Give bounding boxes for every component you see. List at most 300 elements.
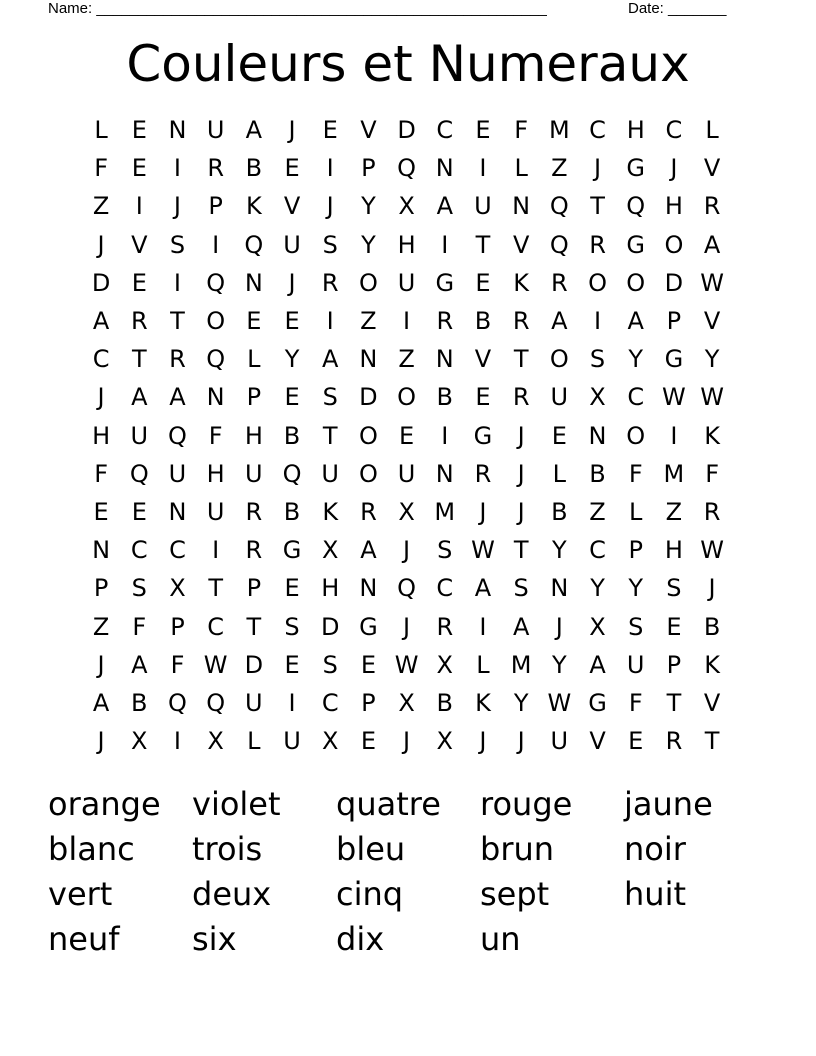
- grid-letter[interactable]: R: [703, 497, 721, 526]
- grid-letter[interactable]: U: [283, 230, 301, 259]
- grid-letter[interactable]: H: [397, 230, 416, 259]
- grid-letter[interactable]: E: [284, 650, 300, 679]
- grid-letter[interactable]: V: [283, 192, 301, 221]
- grid-letter[interactable]: S: [437, 536, 453, 565]
- grid-letter[interactable]: I: [212, 536, 220, 565]
- grid-letter[interactable]: X: [207, 727, 224, 756]
- grid-letter[interactable]: D: [320, 612, 340, 641]
- grid-letter[interactable]: Q: [129, 459, 149, 488]
- grid-letter[interactable]: E: [284, 307, 300, 336]
- grid-letter[interactable]: U: [245, 459, 263, 488]
- grid-letter[interactable]: C: [665, 116, 683, 145]
- word-list-item: dix: [336, 920, 385, 958]
- grid-letter[interactable]: I: [173, 154, 181, 183]
- grid-letter[interactable]: U: [321, 459, 339, 488]
- grid-letter[interactable]: Q: [206, 268, 226, 297]
- word-list-item: brun: [480, 830, 555, 868]
- grid-letter[interactable]: N: [206, 383, 225, 412]
- grid-letter[interactable]: E: [131, 116, 147, 145]
- grid-letter[interactable]: J: [288, 116, 296, 145]
- grid-letter[interactable]: D: [397, 116, 416, 145]
- grid-letter[interactable]: H: [206, 459, 225, 488]
- grid-letter[interactable]: I: [326, 307, 334, 336]
- grid-letter[interactable]: X: [436, 727, 453, 756]
- grid-letter[interactable]: X: [589, 612, 606, 641]
- grid-letter[interactable]: I: [403, 307, 411, 336]
- grid-letter[interactable]: Z: [665, 497, 683, 526]
- grid-letter[interactable]: G: [626, 154, 646, 183]
- grid-letter[interactable]: J: [670, 154, 678, 183]
- grid-letter[interactable]: Y: [361, 230, 376, 259]
- grid-letter[interactable]: I: [173, 727, 181, 756]
- grid-letter[interactable]: J: [403, 536, 411, 565]
- grid-letter[interactable]: J: [517, 497, 525, 526]
- grid-letter[interactable]: T: [513, 345, 529, 374]
- grid-letter[interactable]: R: [703, 192, 721, 221]
- word-list-item: sept: [480, 875, 550, 913]
- grid-letter[interactable]: Y: [513, 688, 529, 717]
- grid-letter[interactable]: S: [322, 650, 338, 679]
- grid-letter[interactable]: R: [207, 154, 224, 183]
- grid-letter[interactable]: L: [514, 154, 528, 183]
- grid-letter[interactable]: R: [130, 307, 148, 336]
- grid-letter[interactable]: H: [321, 574, 340, 603]
- grid-letter[interactable]: Y: [704, 345, 720, 374]
- grid-letter[interactable]: X: [589, 383, 606, 412]
- grid-letter[interactable]: J: [403, 612, 411, 641]
- grid-letter[interactable]: G: [588, 688, 607, 717]
- grid-letter[interactable]: J: [708, 574, 716, 603]
- grid-letter[interactable]: R: [169, 345, 186, 374]
- grid-letter[interactable]: P: [361, 688, 376, 717]
- grid-letter[interactable]: I: [593, 307, 602, 336]
- grid-letter[interactable]: F: [514, 116, 529, 145]
- grid-letter[interactable]: O: [549, 345, 569, 374]
- grid-letter[interactable]: R: [436, 612, 454, 641]
- word-list: [48, 782, 768, 962]
- grid-letter[interactable]: J: [517, 459, 525, 488]
- grid-letter[interactable]: X: [131, 727, 148, 756]
- grid-letter[interactable]: S: [589, 345, 606, 374]
- grid-letter[interactable]: O: [664, 230, 684, 259]
- grid-letter[interactable]: A: [245, 116, 263, 145]
- grid-letter[interactable]: O: [358, 268, 378, 297]
- grid-letter[interactable]: X: [321, 536, 339, 565]
- grid-letter[interactable]: H: [664, 192, 683, 221]
- grid-letter[interactable]: A: [92, 307, 110, 336]
- grid-letter[interactable]: U: [206, 497, 225, 526]
- grid-letter[interactable]: N: [512, 192, 531, 221]
- grid-letter[interactable]: E: [475, 268, 491, 297]
- grid-letter[interactable]: W: [394, 650, 419, 679]
- grid-letter[interactable]: X: [169, 574, 186, 603]
- grid-letter[interactable]: B: [703, 612, 721, 641]
- grid-letter[interactable]: S: [169, 230, 186, 259]
- grid-letter[interactable]: J: [288, 268, 296, 297]
- grid-letter[interactable]: T: [513, 536, 529, 565]
- grid-letter[interactable]: E: [666, 612, 682, 641]
- grid-letter[interactable]: M: [548, 116, 570, 145]
- grid-letter[interactable]: J: [517, 727, 525, 756]
- grid-letter[interactable]: L: [552, 459, 567, 488]
- grid-letter[interactable]: T: [590, 192, 605, 221]
- grid-letter[interactable]: Y: [552, 536, 567, 565]
- grid-letter[interactable]: E: [284, 154, 300, 183]
- grid-letter[interactable]: P: [246, 574, 262, 603]
- grid-letter[interactable]: Y: [552, 650, 567, 679]
- grid-letter[interactable]: C: [436, 116, 454, 145]
- grid-letter[interactable]: Y: [284, 345, 300, 374]
- grid-letter[interactable]: I: [135, 192, 143, 221]
- grid-letter[interactable]: B: [283, 497, 301, 526]
- grid-letter[interactable]: T: [246, 612, 262, 641]
- grid-letter[interactable]: K: [322, 497, 339, 526]
- grid-letter[interactable]: A: [551, 307, 568, 336]
- grid-letter[interactable]: U: [474, 192, 492, 221]
- grid-letter[interactable]: B: [131, 688, 148, 717]
- grid-letter[interactable]: C: [130, 536, 148, 565]
- grid-letter[interactable]: F: [705, 459, 719, 488]
- grid-letter[interactable]: Q: [244, 230, 264, 259]
- letter-grid: [82, 111, 731, 760]
- grid-letter[interactable]: A: [589, 650, 606, 679]
- word-list-item: six: [192, 920, 237, 958]
- grid-letter[interactable]: J: [97, 727, 105, 756]
- grid-letter[interactable]: K: [704, 650, 720, 679]
- grid-letter[interactable]: I: [479, 612, 487, 641]
- grid-letter[interactable]: N: [244, 268, 263, 297]
- grid-letter[interactable]: K: [704, 421, 720, 450]
- grid-letter[interactable]: V: [703, 154, 721, 183]
- grid-letter[interactable]: P: [246, 383, 262, 412]
- grid-letter[interactable]: X: [398, 497, 415, 526]
- grid-letter[interactable]: U: [206, 116, 225, 145]
- grid-letter[interactable]: H: [626, 116, 645, 145]
- grid-letter[interactable]: S: [284, 612, 300, 641]
- grid-letter[interactable]: O: [358, 459, 378, 488]
- grid-letter[interactable]: G: [473, 421, 493, 450]
- grid-letter[interactable]: E: [475, 383, 491, 412]
- grid-letter[interactable]: E: [246, 307, 262, 336]
- grid-letter[interactable]: S: [666, 574, 682, 603]
- grid-letter[interactable]: T: [704, 727, 720, 756]
- grid-letter[interactable]: H: [244, 421, 263, 450]
- grid-letter[interactable]: S: [322, 230, 338, 259]
- grid-letter[interactable]: U: [168, 459, 187, 488]
- grid-letter[interactable]: Q: [168, 421, 187, 450]
- grid-letter[interactable]: S: [513, 574, 529, 603]
- grid-letter[interactable]: B: [245, 154, 263, 183]
- grid-letter[interactable]: E: [399, 421, 415, 450]
- grid-letter[interactable]: A: [360, 536, 377, 565]
- word-list-item: quatre: [336, 785, 441, 823]
- grid-letter[interactable]: S: [322, 383, 338, 412]
- grid-letter[interactable]: E: [360, 650, 376, 679]
- grid-letter[interactable]: L: [705, 116, 719, 145]
- grid-letter[interactable]: U: [283, 727, 301, 756]
- grid-letter[interactable]: O: [626, 268, 646, 297]
- grid-letter[interactable]: A: [436, 192, 453, 221]
- grid-letter[interactable]: A: [322, 345, 339, 374]
- grid-letter[interactable]: Z: [589, 497, 606, 526]
- grid-letter[interactable]: N: [435, 154, 454, 183]
- grid-letter[interactable]: V: [703, 307, 721, 336]
- grid-letter[interactable]: U: [550, 727, 569, 756]
- grid-letter[interactable]: C: [321, 688, 339, 717]
- grid-letter[interactable]: Q: [626, 192, 646, 221]
- grid-letter[interactable]: N: [359, 345, 378, 374]
- grid-letter[interactable]: W: [700, 383, 724, 412]
- grid-letter[interactable]: E: [475, 116, 491, 145]
- grid-letter[interactable]: J: [517, 421, 525, 450]
- grid-letter[interactable]: D: [91, 268, 111, 297]
- grid-letter[interactable]: C: [589, 116, 606, 145]
- grid-letter[interactable]: E: [93, 497, 109, 526]
- grid-letter[interactable]: D: [359, 383, 378, 412]
- grid-letter[interactable]: A: [474, 574, 492, 603]
- grid-letter[interactable]: U: [130, 421, 149, 450]
- grid-letter[interactable]: W: [547, 688, 572, 717]
- grid-letter[interactable]: O: [626, 421, 646, 450]
- grid-letter[interactable]: N: [359, 574, 378, 603]
- grid-letter[interactable]: E: [131, 154, 147, 183]
- grid-letter[interactable]: U: [626, 650, 645, 679]
- grid-letter[interactable]: T: [322, 421, 338, 450]
- grid-letter[interactable]: I: [441, 230, 449, 259]
- grid-letter[interactable]: B: [436, 383, 454, 412]
- grid-letter[interactable]: L: [247, 727, 261, 756]
- grid-letter[interactable]: M: [510, 650, 532, 679]
- grid-letter[interactable]: B: [551, 497, 568, 526]
- grid-letter[interactable]: B: [589, 459, 606, 488]
- grid-letter[interactable]: C: [589, 536, 606, 565]
- grid-letter[interactable]: G: [435, 268, 455, 297]
- grid-letter[interactable]: Q: [549, 192, 569, 221]
- grid-letter[interactable]: N: [550, 574, 569, 603]
- grid-letter[interactable]: Y: [361, 192, 376, 221]
- grid-letter[interactable]: V: [474, 345, 492, 374]
- grid-letter[interactable]: T: [475, 230, 491, 259]
- grid-letter[interactable]: I: [479, 154, 487, 183]
- grid-letter[interactable]: O: [588, 268, 607, 297]
- grid-letter[interactable]: V: [703, 688, 721, 717]
- word-list-item: noir: [624, 830, 686, 868]
- grid-letter[interactable]: R: [551, 268, 568, 297]
- grid-letter[interactable]: R: [665, 727, 683, 756]
- grid-letter[interactable]: E: [360, 727, 376, 756]
- grid-letter[interactable]: U: [550, 383, 569, 412]
- grid-letter[interactable]: Z: [92, 612, 110, 641]
- grid-letter[interactable]: P: [666, 650, 682, 679]
- grid-letter[interactable]: P: [93, 574, 109, 603]
- grid-letter[interactable]: U: [397, 459, 416, 488]
- grid-letter[interactable]: M: [663, 459, 685, 488]
- grid-letter[interactable]: T: [170, 307, 185, 336]
- grid-letter[interactable]: J: [326, 192, 334, 221]
- grid-letter[interactable]: J: [479, 497, 487, 526]
- grid-letter[interactable]: V: [360, 116, 377, 145]
- grid-letter[interactable]: P: [628, 536, 643, 565]
- grid-letter[interactable]: F: [170, 650, 185, 679]
- grid-letter[interactable]: D: [244, 650, 264, 679]
- grid-letter[interactable]: S: [628, 612, 644, 641]
- grid-letter[interactable]: J: [593, 154, 602, 183]
- grid-letter[interactable]: E: [131, 497, 147, 526]
- grid-letter[interactable]: I: [212, 230, 220, 259]
- grid-letter[interactable]: R: [512, 383, 530, 412]
- grid-letter[interactable]: Z: [92, 192, 110, 221]
- grid-letter[interactable]: W: [203, 650, 228, 679]
- grid-letter[interactable]: Y: [628, 345, 644, 374]
- grid-letter[interactable]: K: [513, 268, 530, 297]
- grid-letter[interactable]: J: [97, 383, 105, 412]
- grid-letter[interactable]: Z: [551, 154, 568, 183]
- grid-letter[interactable]: F: [628, 688, 643, 717]
- grid-letter[interactable]: J: [97, 650, 105, 679]
- grid-letter[interactable]: Q: [397, 154, 417, 183]
- grid-letter[interactable]: I: [441, 421, 449, 450]
- grid-letter[interactable]: O: [397, 383, 417, 412]
- grid-letter[interactable]: F: [208, 421, 223, 450]
- grid-letter[interactable]: R: [321, 268, 339, 297]
- grid-letter[interactable]: Y: [590, 574, 605, 603]
- grid-letter[interactable]: Z: [360, 307, 377, 336]
- grid-letter[interactable]: U: [245, 688, 263, 717]
- grid-letter[interactable]: B: [436, 688, 454, 717]
- grid-letter[interactable]: H: [664, 536, 683, 565]
- grid-letter[interactable]: Q: [206, 345, 226, 374]
- grid-letter[interactable]: K: [475, 688, 491, 717]
- grid-letter[interactable]: V: [131, 230, 148, 259]
- grid-letter[interactable]: R: [512, 307, 530, 336]
- grid-letter[interactable]: N: [588, 421, 607, 450]
- grid-letter[interactable]: R: [474, 459, 492, 488]
- grid-letter[interactable]: X: [436, 650, 453, 679]
- header: [48, 0, 748, 18]
- grid-letter[interactable]: Q: [168, 688, 187, 717]
- grid-letter[interactable]: I: [173, 268, 181, 297]
- grid-letter[interactable]: C: [169, 536, 186, 565]
- grid-letter[interactable]: X: [398, 192, 415, 221]
- grid-letter[interactable]: C: [627, 383, 645, 412]
- grid-letter[interactable]: R: [589, 230, 606, 259]
- grid-letter[interactable]: J: [97, 230, 105, 259]
- grid-letter[interactable]: F: [628, 459, 643, 488]
- grid-letter[interactable]: Q: [549, 230, 569, 259]
- grid-letter[interactable]: N: [168, 116, 187, 145]
- grid-letter[interactable]: N: [435, 345, 454, 374]
- grid-letter[interactable]: E: [284, 383, 300, 412]
- grid-letter[interactable]: W: [700, 536, 724, 565]
- grid-letter[interactable]: D: [664, 268, 684, 297]
- grid-letter[interactable]: E: [551, 421, 567, 450]
- grid-letter[interactable]: B: [283, 421, 301, 450]
- grid-letter[interactable]: F: [94, 459, 108, 488]
- grid-letter[interactable]: W: [662, 383, 686, 412]
- grid-letter[interactable]: R: [360, 497, 377, 526]
- grid-letter[interactable]: I: [326, 154, 334, 183]
- grid-letter[interactable]: M: [434, 497, 456, 526]
- grid-letter[interactable]: Q: [397, 574, 417, 603]
- grid-letter[interactable]: G: [359, 612, 378, 641]
- grid-letter[interactable]: F: [132, 612, 147, 641]
- grid-letter[interactable]: V: [589, 727, 606, 756]
- grid-letter[interactable]: P: [666, 307, 682, 336]
- grid-letter[interactable]: E: [131, 268, 147, 297]
- grid-letter[interactable]: Y: [628, 574, 644, 603]
- grid-letter[interactable]: R: [245, 536, 263, 565]
- grid-letter[interactable]: J: [479, 727, 487, 756]
- grid-letter[interactable]: E: [628, 727, 644, 756]
- grid-letter[interactable]: A: [703, 230, 721, 259]
- grid-letter[interactable]: E: [322, 116, 338, 145]
- grid-letter[interactable]: C: [92, 345, 110, 374]
- grid-letter[interactable]: W: [471, 536, 495, 565]
- grid-letter[interactable]: X: [398, 688, 415, 717]
- grid-letter[interactable]: V: [512, 230, 530, 259]
- grid-letter[interactable]: J: [555, 612, 563, 641]
- grid-letter[interactable]: P: [361, 154, 376, 183]
- word-list-item: orange: [48, 785, 161, 823]
- grid-letter[interactable]: C: [207, 612, 225, 641]
- grid-letter[interactable]: E: [284, 574, 300, 603]
- grid-letter[interactable]: O: [206, 307, 226, 336]
- grid-letter[interactable]: X: [321, 727, 339, 756]
- grid-letter[interactable]: N: [92, 536, 111, 565]
- grid-letter[interactable]: J: [403, 727, 411, 756]
- grid-letter[interactable]: G: [282, 536, 302, 565]
- grid-letter[interactable]: Q: [206, 688, 226, 717]
- grid-letter[interactable]: W: [700, 268, 724, 297]
- grid-letter[interactable]: A: [131, 383, 148, 412]
- grid-letter[interactable]: Q: [282, 459, 302, 488]
- grid-letter[interactable]: A: [131, 650, 148, 679]
- grid-letter[interactable]: J: [173, 192, 181, 221]
- grid-letter[interactable]: T: [208, 574, 223, 603]
- name-field-label: Name: ______________________________________________________: [48, 0, 547, 17]
- grid-letter[interactable]: P: [170, 612, 185, 641]
- grid-letter[interactable]: I: [670, 421, 678, 450]
- grid-letter[interactable]: T: [666, 688, 682, 717]
- grid-letter[interactable]: F: [94, 154, 108, 183]
- grid-letter[interactable]: N: [435, 459, 454, 488]
- grid-letter[interactable]: L: [247, 345, 261, 374]
- grid-letter[interactable]: A: [512, 612, 530, 641]
- grid-letter[interactable]: G: [664, 345, 684, 374]
- grid-letter[interactable]: S: [131, 574, 147, 603]
- grid-letter[interactable]: L: [94, 116, 108, 145]
- grid-letter[interactable]: U: [397, 268, 416, 297]
- grid-letter[interactable]: O: [358, 421, 378, 450]
- grid-letter[interactable]: B: [474, 307, 492, 336]
- grid-letter[interactable]: G: [626, 230, 646, 259]
- grid-letter[interactable]: A: [92, 688, 110, 717]
- grid-letter[interactable]: R: [245, 497, 263, 526]
- grid-letter[interactable]: N: [168, 497, 187, 526]
- grid-letter[interactable]: C: [436, 574, 454, 603]
- grid-letter[interactable]: H: [92, 421, 111, 450]
- grid-letter[interactable]: P: [208, 192, 223, 221]
- grid-letter[interactable]: T: [131, 345, 147, 374]
- grid-letter[interactable]: L: [476, 650, 490, 679]
- grid-letter[interactable]: A: [169, 383, 186, 412]
- grid-letter[interactable]: R: [436, 307, 454, 336]
- grid-letter[interactable]: K: [245, 192, 262, 221]
- grid-letter[interactable]: I: [288, 688, 296, 717]
- grid-letter[interactable]: A: [627, 307, 644, 336]
- grid-letter[interactable]: Z: [398, 345, 415, 374]
- grid-letter[interactable]: L: [629, 497, 643, 526]
